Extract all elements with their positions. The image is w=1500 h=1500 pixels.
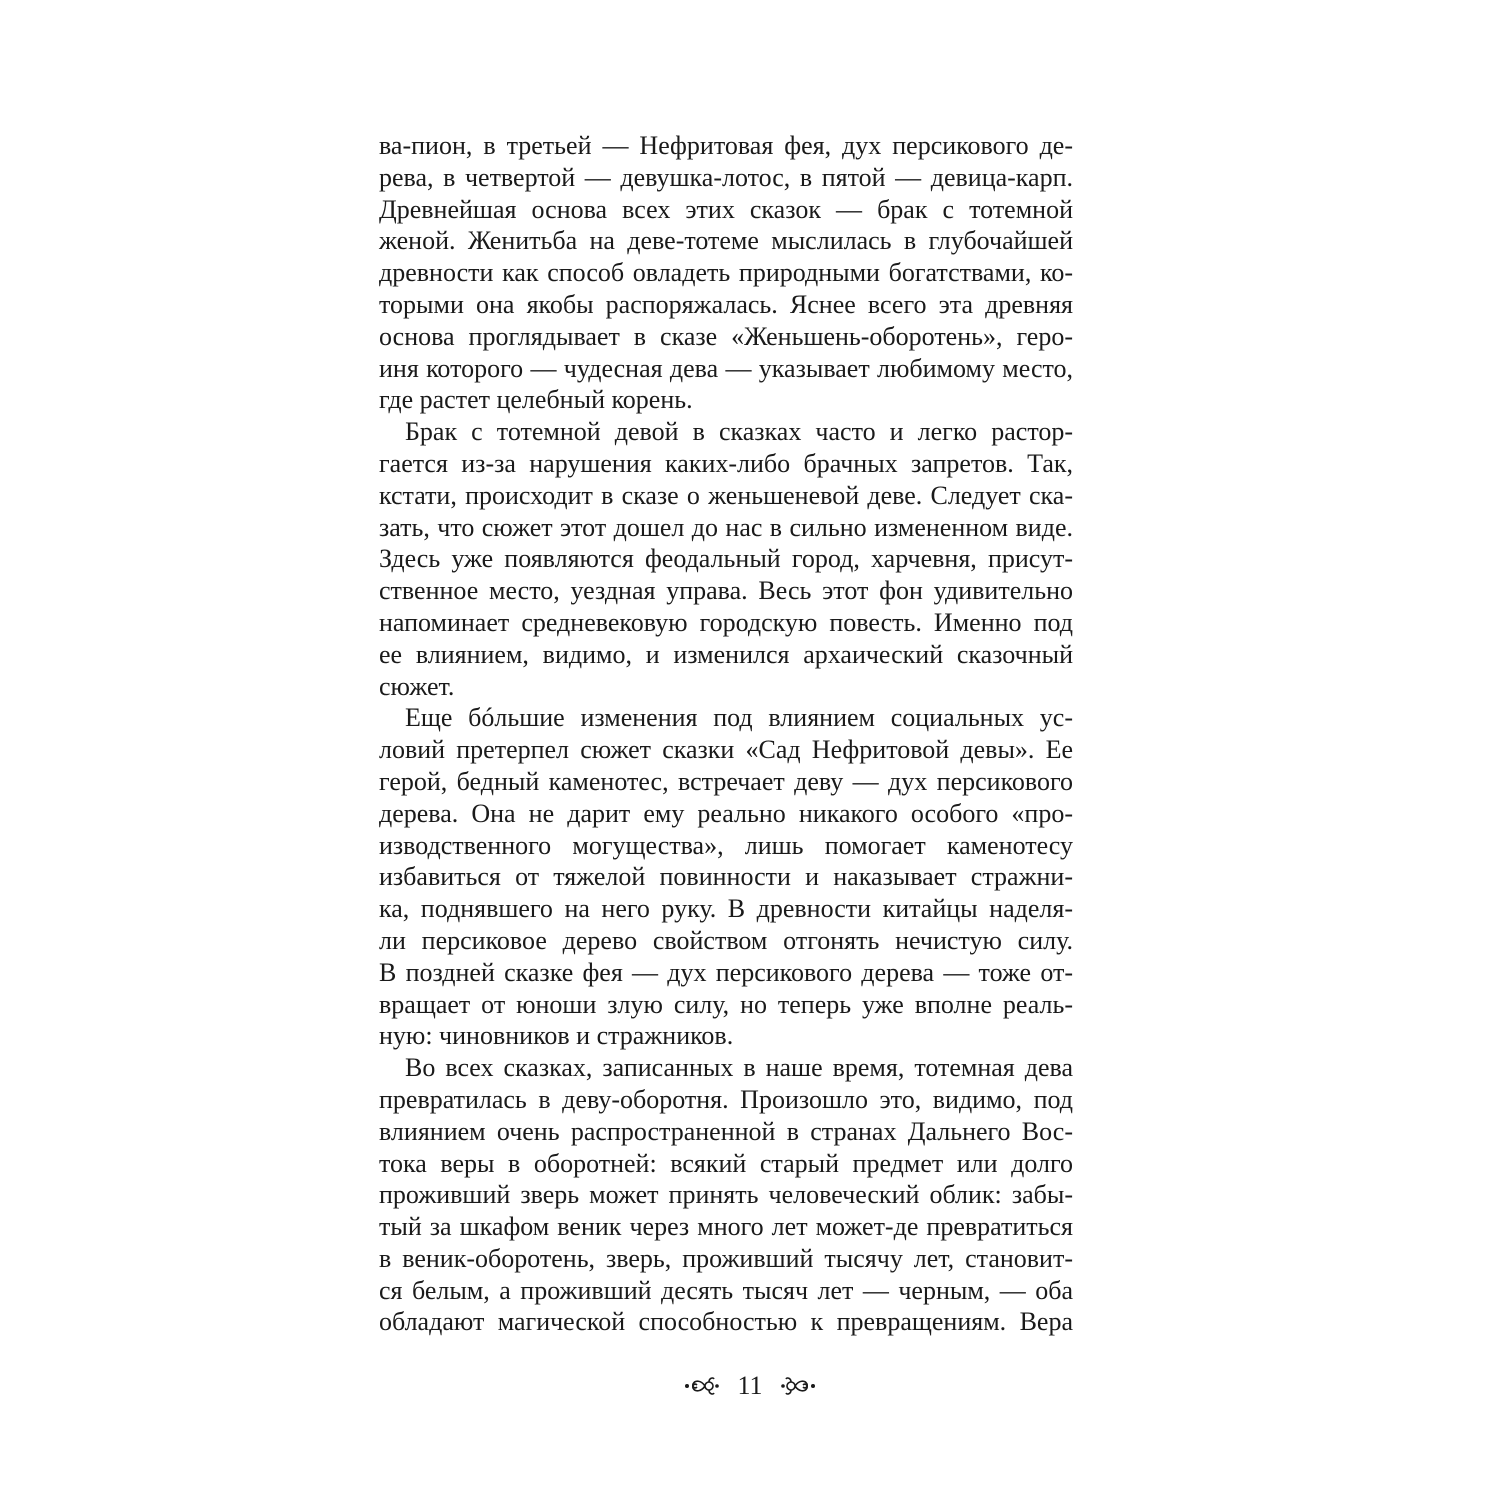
text-line: Еще бóльшие изменения под влиянием социальных ус- [405,703,1073,733]
text-line: иня которого — чудесная дева — указывает любимому место, [379,353,1073,383]
text-line: рева, в четвертой — девушка-лотос, в пятой — девица-карп. [379,162,1073,192]
page-footer [0,1366,1500,1406]
text-line: гается из-за нарушения каких-либо брачных запретов. Так, [379,448,1073,478]
text-line: проживший зверь может принять человеческий облик: забы- [379,1180,1073,1210]
text-line: Во всех сказках, записанных в наше время, тотемная дева [405,1053,1073,1083]
text-line: Древнейшая основа всех этих сказок — брак с тотемной [379,194,1073,224]
text-line: кстати, происходит в сказе о женьшеневой деве. Следует ска- [379,480,1073,510]
text-line: тока веры в оборотней: всякий старый предмет или долго [379,1148,1073,1178]
text-line: Брак с тотемной девой в сказках часто и легко растор- [405,417,1073,447]
text-line: где растет целебный корень. [379,385,693,415]
page-body-text [379,130,1073,1338]
text-line: В поздней сказке фея — дух персикового дерева — тоже от- [379,957,1073,987]
paragraph [379,702,1073,1052]
text-line: обладают магической способностью к превращениям. Вера [379,1307,1073,1337]
text-line: торыми она якобы распоряжалась. Яснее всего эта древняя [379,289,1073,319]
text-line: ее влиянием, видимо, и изменился архаический сказочный [379,639,1073,669]
text-line: женой. Женитьба на деве-тотеме мыслилась в глубочайшей [379,226,1073,256]
text-line: сюжет. [379,671,455,701]
text-line: зать, что сюжет этот дошел до нас в сильно измененном виде. [379,512,1073,542]
text-line: избавиться от тяжелой повинности и наказывает стражни- [379,862,1073,892]
text-line: влиянием очень распространенной в странах Дальнего Вос- [379,1116,1073,1146]
text-line: напоминает средневековую городскую повесть. Именно под [379,607,1073,637]
text-line: ную: чиновников и стражников. [379,1021,734,1051]
text-line: ственное место, уездная управа. Весь этот фон удивительно [379,576,1073,606]
paragraph [379,1052,1073,1338]
text-line: ловий претерпел сюжет сказки «Сад Нефритовой девы». Ее [379,735,1073,765]
paragraph [379,130,1073,416]
text-line: ли персиковое дерево свойством отгонять нечистую силу. [379,925,1073,955]
text-line: Здесь уже появляются феодальный город, харчевня, присут- [379,544,1073,574]
text-line: ка, поднявшего на него руку. В древности китайцы наделя- [379,894,1073,924]
text-line: ся белым, а проживший десять тысяч лет — черным, — оба [379,1275,1073,1305]
text-line: герой, бедный каменотес, встречает деву — дух персикового [379,766,1073,796]
floral-ornament-left-icon [683,1374,721,1398]
text-line: превратилась в деву-оборотня. Произошло это, видимо, под [379,1084,1073,1114]
page-number: 11 [737,1371,763,1400]
paragraph [379,416,1073,702]
text-line: в веник-оборотень, зверь, проживший тысячу лет, становит- [379,1243,1073,1273]
text-line: изводственного могущества», лишь помогает каменотесу [379,830,1073,860]
text-line: основа проглядывает в сказе «Женьшень-оборотень», геро- [379,321,1073,351]
floral-ornament-right-icon [779,1374,817,1398]
text-line: тый за шкафом веник через много лет может-де превратиться [379,1212,1073,1242]
text-line: вращает от юноши злую силу, но теперь уже вполне реаль- [379,989,1073,1019]
text-line: дерева. Она не дарит ему реально никакого особого «про- [379,798,1073,828]
text-line: древности как способ овладеть природными богатствами, ко- [379,258,1073,288]
text-line: ва-пион, в третьей — Нефритовая фея, дух персикового де- [379,131,1073,160]
